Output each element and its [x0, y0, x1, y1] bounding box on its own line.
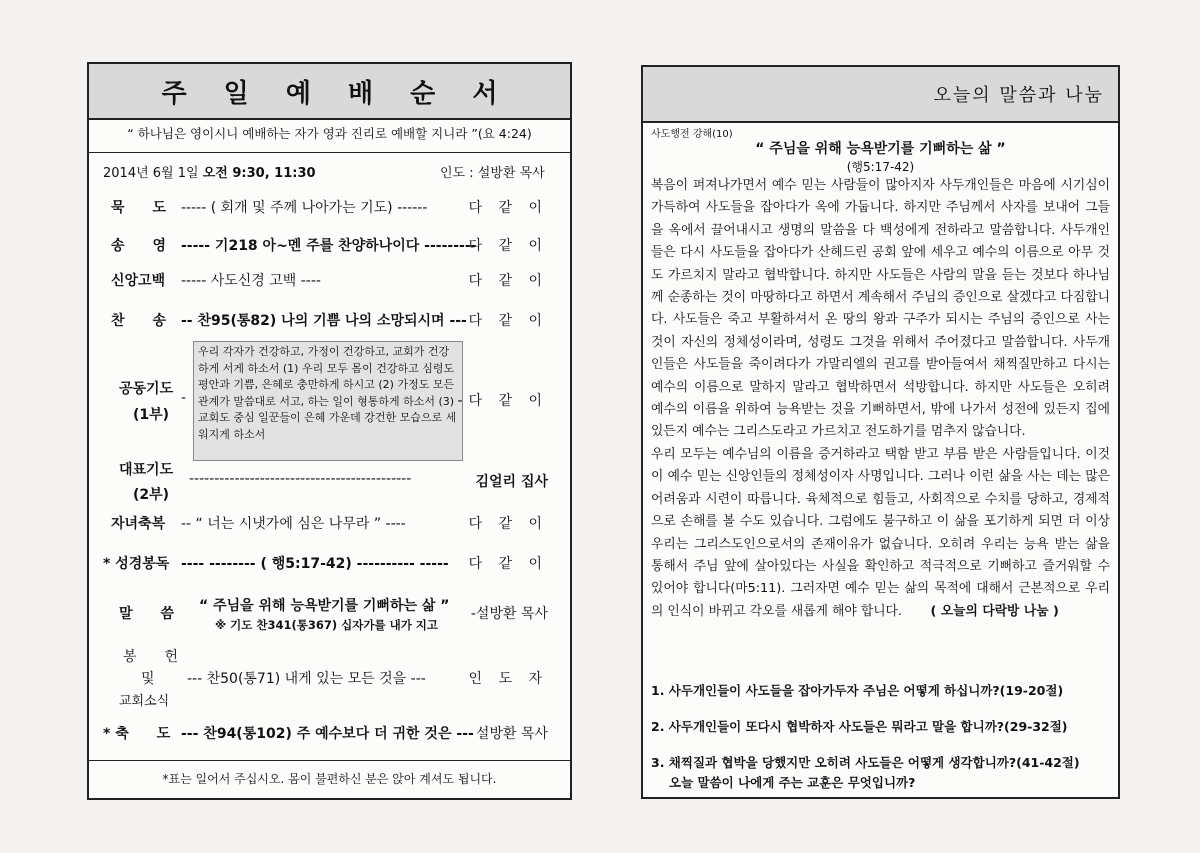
- divider: [89, 760, 570, 761]
- worship-order-title: 주 일 예 배 순 서: [89, 64, 570, 120]
- sermon-sharing-header: [643, 67, 1118, 123]
- sermon-series: 사도행전 강해(10): [651, 129, 733, 140]
- order-item-scripture: * 성경봉독 ---- -------- ( 행5:17-42) ---------- ----- 다 같 이: [103, 556, 548, 572]
- service-leader: 인도 : 설방환 목사: [440, 166, 545, 181]
- sharing-label: ( 오늘의 다락방 나눔 ): [930, 603, 1059, 619]
- sharing-question-4: 오늘 말씀이 나에게 주는 교훈은 무엇입니까?: [669, 775, 916, 790]
- sermon-reference: (행5:17-42): [846, 160, 915, 174]
- sermon-body: [651, 175, 1110, 623]
- sermon-sharing-title: 오늘의 말씀과 나눔: [933, 85, 1104, 106]
- order-item-benediction: * 축 도 --- 찬94(통102) 주 예수보다 더 귀한 것은 --- 설방환 목사: [103, 726, 548, 742]
- sermon-title: “ 주님을 위해 능욕받기를 기뻐하는 삶 ”: [755, 141, 1006, 157]
- common-prayer-box: 우리 각자가 건강하고, 가정이 건강하고, 교회가 건강하게 서게 하소서 (1) 우리 모두 몸이 건강하고 심령도 평안과 기쁨, 은혜로 충만하게 하시고 (2) 가정도 모든 관계가 말씀대로 서고, 하는 일이 형통하게 하소서 (3) 교회도 중심 일꾼들이 은혜 가운데 강건한 모습으로 세워지게 하소서: [193, 341, 463, 461]
- sermon-paragraph-1: 복음이 퍼져나가면서 예수 믿는 사람들이 많아지자 사두개인들은 마음에 시기심이 가득하여 사도들을 잡아다가 옥에 가둡니다. 하지만 주님께서 사자를 보내어 그들을 옥에서 끌어내시고 생명의 말씀을 다 백성에게 전하라고 말씀합니다. 사두개인들은 다시 사도들을 잡아다가 산헤드린 공회 앞에 세우고 예수의 이름으로 아무 것도 가르치지 말라고 협박합니다. 하지만 사도들은 사람의 말을 듣는 것보다 하나님께 순종하는 것이 마땅하다고 하면서 계속해서 주님의 증인으로 살겠다고 다짐합니다. 사도들은 죽고 부활하셔서 온 땅의 왕과 구주가 되시는 주님의 증인으로 사는 것이 자신의 정체성이라며, 성령도 그것을 위해서 주어졌다고 말씀합니다. 사두개인들은 사도들을 죽이려다가 가말리엘의 권고를 받아들여서 채찍질만하고 다시는 예수의 이름으로 말하지 말라고 협박하면서 석방합니다. 하지만 사도들은 오히려 예수의 이름을 위하여 능욕받는 것을 기뻐하면서, 밖에 나가서 성전에 있든지 집에 있든지 예수는 그리스도라고 가르치고 전도하기를 멈추지 않습니다.: [651, 178, 1110, 440]
- order-item-hymn: 찬 송 -- 찬95(통82) 나의 기쁨 나의 소망되시며 --- 다 같 이: [111, 313, 548, 329]
- divider: [89, 152, 570, 153]
- sharing-question-1: 1. 사두개인들이 사도들을 잡아가두자 주님은 어떻게 하십니까?(19-20절): [651, 683, 1064, 698]
- order-item-doxology: 송 영 ----- 기218 아~멘 주를 찬양하나이다 --------- 다 같 이: [111, 238, 548, 254]
- worship-order-panel: 주 일 예 배 순 서 “ 하나님은 영이시니 예배하는 자가 영과 진리로 예배할 지니라 ”(요 4:24) 2014년 6월 1일 오전 9:30, 11:30 인도 : 설방환 목사 묵 도 ----- ( 회개 및 주께 나아가는 기도) ------ 다 같 이 송 영 ----- 기218 아~멘 주를 찬양하나이다 --------- 다 같 이 신앙고백 ----- 사도신경 고백 ---- 다 같 이 찬 송 -- 찬95(통82) 나의 기쁨 나의 소망되시며 --- 다 같 이 공동기도 (1부) - 우리 각자가 건강하고, 가정이 건강하고, 교회가 건강하게 서게 하소서 (1) 우리 모두 몸이 건강하고 심령도 평안과 기쁨, 은혜로 충만하게 하시고 (2) 가정도 모든 관계가 말씀대로 서고, 하는 일이 형통하게 하소서 (3) 교회도 중심 일꾼들이 은혜 가운데 강건한 모습으로 세워지게 하소서 -다 같 이 대표기도 (2부) -------------------------------------------- 김얼리 집사 자녀축복 -- “ 너는 시냇가에 심은 나무라 ” ---- 다 같 이 * 성경봉독 ---- -------- ( 행5:17-42) ---------- ----- 다 같 이 말 씀 “ 주님을 위해 능욕받기를 기뻐하는 삶 ” ※ 기도 찬341(통367) 십자가를 내가 지고 -설방환 목사 봉 헌 및 교회소식 --- 찬50(통71) 내게 있는 모든 것을 --- 인 도 자 * 축 도 --- 찬94(통102) 주 예수보다 더 귀한 것은 --- 설방환 목사 *표는 일어서 주십시오. 몸이 불편하신 분은 앉아 계셔도 됩니다.: [87, 62, 572, 800]
- order-item-child-blessing: 자녀축복 -- “ 너는 시냇가에 심은 나무라 ” ---- 다 같 이: [111, 516, 548, 532]
- sermon-sharing-panel: [641, 65, 1120, 799]
- sharing-question-2: 2. 사두개인들이 또다시 협박하자 사도들은 뭐라고 말을 합니까?(29-32절): [651, 719, 1068, 734]
- sharing-question-3: 3. 채찍질과 협박을 당했지만 오히려 사도들은 어떻게 생각합니까?(41-42절): [651, 755, 1080, 770]
- service-date: 2014년 6월 1일 오전 9:30, 11:30: [103, 166, 316, 181]
- order-item-creed: 신앙고백 ----- 사도신경 고백 ---- 다 같 이: [111, 273, 548, 289]
- theme-verse: “ 하나님은 영이시니 예배하는 자가 영과 진리로 예배할 지니라 ”(요 4:24): [127, 126, 532, 141]
- order-item-silent-prayer: 묵 도 ----- ( 회개 및 주께 나아가는 기도) ------ 다 같 이: [111, 200, 548, 216]
- service-time: 오전 9:30, 11:30: [202, 166, 316, 181]
- standing-note: *표는 일어서 주십시오. 몸이 불편하신 분은 앉아 계셔도 됩니다.: [162, 772, 497, 786]
- sermon-paragraph-2: 우리 모두는 예수님의 이름을 증거하라고 택함 받고 부름 받은 사람들입니다. 이것이 예수 믿는 신앙인들의 정체성이자 사명입니다. 그러나 이런 삶을 사는 데는 많은 어려움과 시련이 따릅니다. 육체적으로 힘들고, 사회적으로 수치를 당하고, 경제적으로 손해를 볼 수도 있습니다. 그럼에도 불구하고 이 삶을 포기하게 되면 더 이상 우리는 그리스도인으로서의 존재이유가 없습니다. 오히려 우리는 능욕 받는 삶을 통해서 주님 앞에 살아있다는 사실을 확인하고 적극적으로 기뻐하고 즐거워할 수 있어야 합니다(마5:11). 그러자면 예수 믿는 삶의 목적에 대해서 근본적으로 우리의 인식이 바뀌고 각오를 새롭게 해야 합니다. ( 오늘의 다락방 나눔 ): [651, 446, 1110, 619]
